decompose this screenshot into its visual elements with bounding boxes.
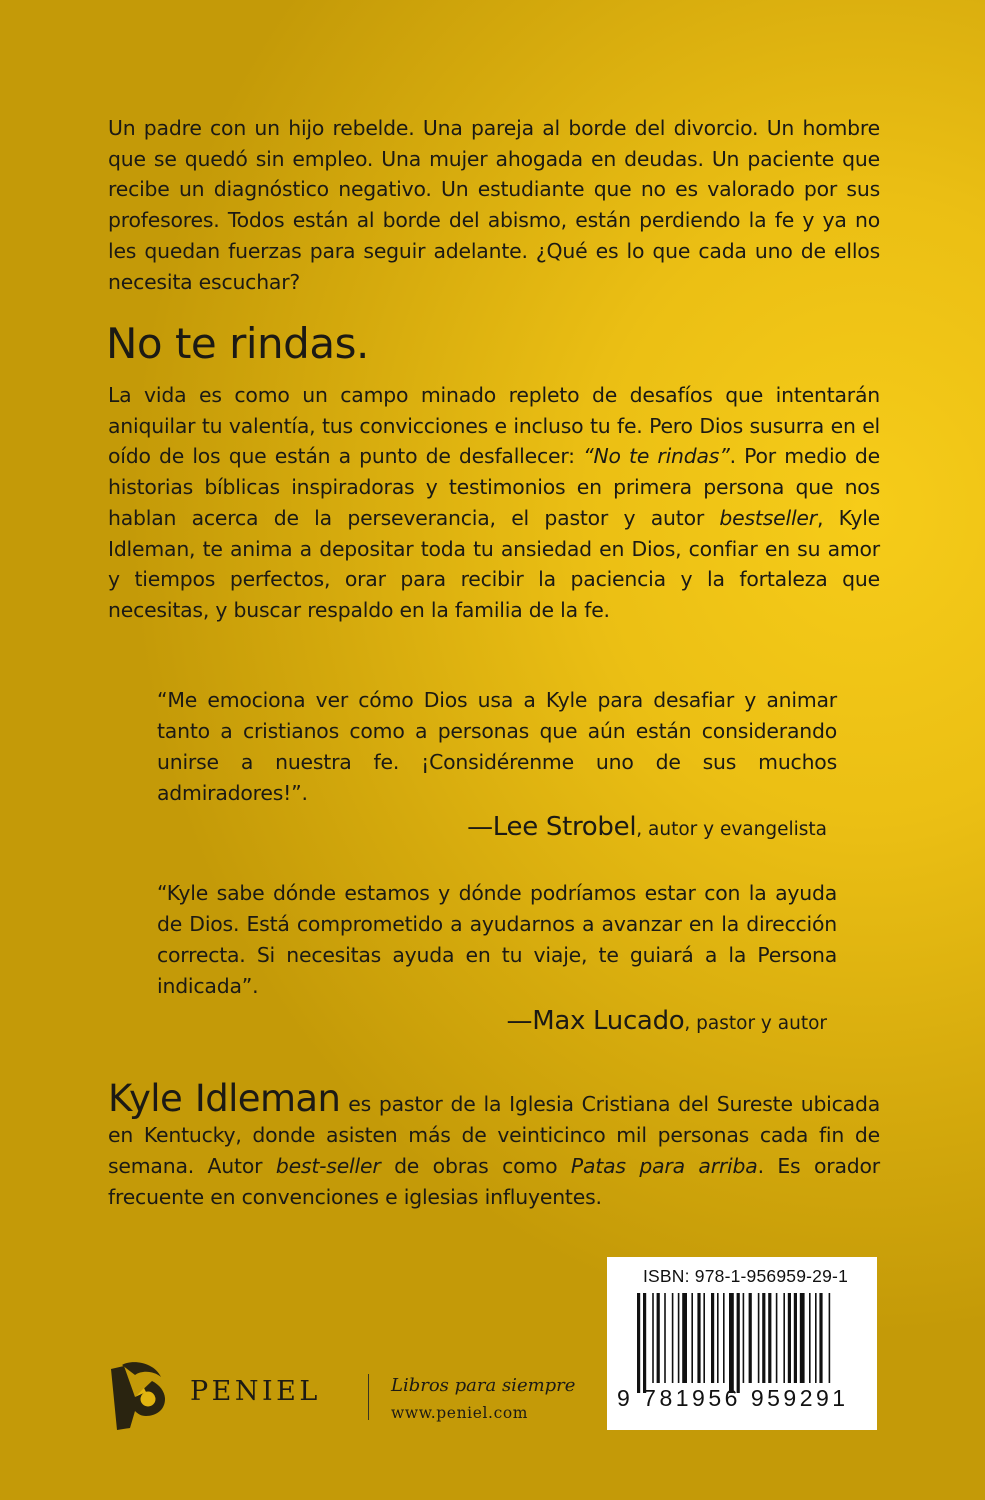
- bio-italic-book: Patas para arriba: [570, 1154, 758, 1178]
- description-bestseller: bestseller: [719, 505, 817, 530]
- endorser-name: —Lee Strobel: [467, 812, 637, 842]
- bio-text-2: de obras como: [380, 1154, 571, 1178]
- barcode-bar: [703, 1293, 705, 1383]
- barcode-bar: [809, 1293, 811, 1383]
- barcode-bar: [776, 1293, 778, 1383]
- endorsement-attribution-lucado: [507, 1006, 827, 1036]
- publisher-slogan: Libros para siempre: [391, 1375, 576, 1396]
- bio-text-3: . Es orador frecuente en convenciones e iglesias influyentes.: [108, 1154, 880, 1209]
- barcode-bar: [643, 1293, 646, 1393]
- bio-italic-bestseller: best-seller: [275, 1154, 381, 1178]
- barcode-bar: [672, 1293, 674, 1383]
- isbn-label: ISBN: 978-1-956959-29-1: [643, 1266, 849, 1286]
- description-text-3: , Kyle Idleman, te anima a depositar toda tu ansiedad en Dios, confiar en su amor y tiempos perfectos, orar para recibir la paciencia y la fortaleza que necesitas, y buscar respaldo en la familia de la fe.: [108, 505, 880, 622]
- endorsement-attribution-strobel: [467, 812, 827, 842]
- endorser-role: , autor y evangelista: [636, 819, 827, 840]
- barcode-bar: [768, 1293, 771, 1383]
- endorser-role: , pastor y autor: [684, 1013, 827, 1034]
- barcode-digits: 9 781956 959291: [617, 1385, 849, 1411]
- barcode-bar: [783, 1293, 785, 1383]
- barcode-box: [607, 1257, 877, 1430]
- barcode-bar: [800, 1293, 805, 1383]
- barcode-bar: [678, 1293, 680, 1383]
- barcode-bar: [749, 1293, 752, 1383]
- description-text-2: . Por medio de historias bíblicas inspiradoras y testimonios en primera persona que nos hablan acerca de la perseverancia, el pastor y autor: [108, 444, 881, 530]
- barcode-bar: [652, 1293, 654, 1383]
- barcode-bar: [758, 1293, 760, 1383]
- publisher-name: PENIEL: [190, 1376, 321, 1407]
- barcode-bar: [682, 1293, 687, 1383]
- barcode-bar: [657, 1293, 660, 1383]
- barcode-bar: [794, 1293, 797, 1383]
- endorser-name: —Max Lucado: [506, 1006, 685, 1036]
- barcode-bar: [743, 1293, 745, 1383]
- barcode-bar: [664, 1293, 666, 1383]
- barcode-bar: [819, 1293, 822, 1383]
- barcode-bar: [815, 1293, 817, 1383]
- bio-text-1: es pastor de la Iglesia Cristiana del Sureste ubicada en Kentucky, donde asisten más de veinticinco mil personas cada fin de semana. Autor: [108, 1092, 880, 1178]
- author-name: Kyle Idleman: [108, 1077, 341, 1120]
- barcode-bar: [788, 1293, 791, 1383]
- endorsement-quote-strobel: “Me emociona ver cómo Dios usa a Kyle para desafiar y animar tanto a cristianos como a personas que aún están considerando unirse a nuestra fe. ¡Considérenme uno de sus muchos admiradores!”.: [157, 688, 837, 805]
- barcode-bar: [723, 1293, 725, 1383]
- barcode-bar: [637, 1293, 640, 1393]
- barcode-bar: [697, 1293, 700, 1383]
- barcode-bar: [691, 1293, 693, 1383]
- peniel-p-logo-icon: [108, 1361, 170, 1433]
- book-title: No te rindas.: [106, 319, 369, 368]
- description-quote: “No te rindas”: [583, 444, 730, 469]
- barcode-bar: [737, 1293, 740, 1393]
- barcode-bar: [729, 1293, 734, 1393]
- description-paragraph: [108, 380, 880, 626]
- barcode-bar: [829, 1293, 831, 1383]
- barcode-bar: [711, 1293, 714, 1383]
- description-text-1: La vida es como un campo minado repleto de desafíos que intentarán aniquilar tu valentía, tus convicciones e incluso tu fe. Pero Dios susurra en el oído de los que están a punto de desfallecer:: [108, 383, 880, 469]
- barcode-bar: [717, 1293, 719, 1383]
- endorsement-quote-lucado: “Kyle sabe dónde estamos y dónde podríamos estar con la ayuda de Dios. Está comprometido a ayudarnos a avanzar en la dirección correcta. Si necesitas ayuda en tu viaje, te guiará a la Persona indicada”.: [157, 881, 837, 998]
- publisher-website: www.peniel.com: [391, 1404, 529, 1422]
- author-bio: [108, 1077, 880, 1213]
- publisher-divider: [368, 1374, 369, 1420]
- intro-paragraph: Un padre con un hijo rebelde. Una pareja al borde del divorcio. Un hombre que se quedó sin empleo. Una mujer ahogada en deudas. Un paciente que recibe un diagnóstico negativo. Un estudiante que no es valorado por sus profesores. Todos están al borde del abismo, están perdiendo la fe y ya no les quedan fuerzas para seguir adelante. ¿Qué es lo que cada uno de ellos necesita escuchar?: [108, 116, 880, 294]
- barcode-bar: [762, 1293, 765, 1383]
